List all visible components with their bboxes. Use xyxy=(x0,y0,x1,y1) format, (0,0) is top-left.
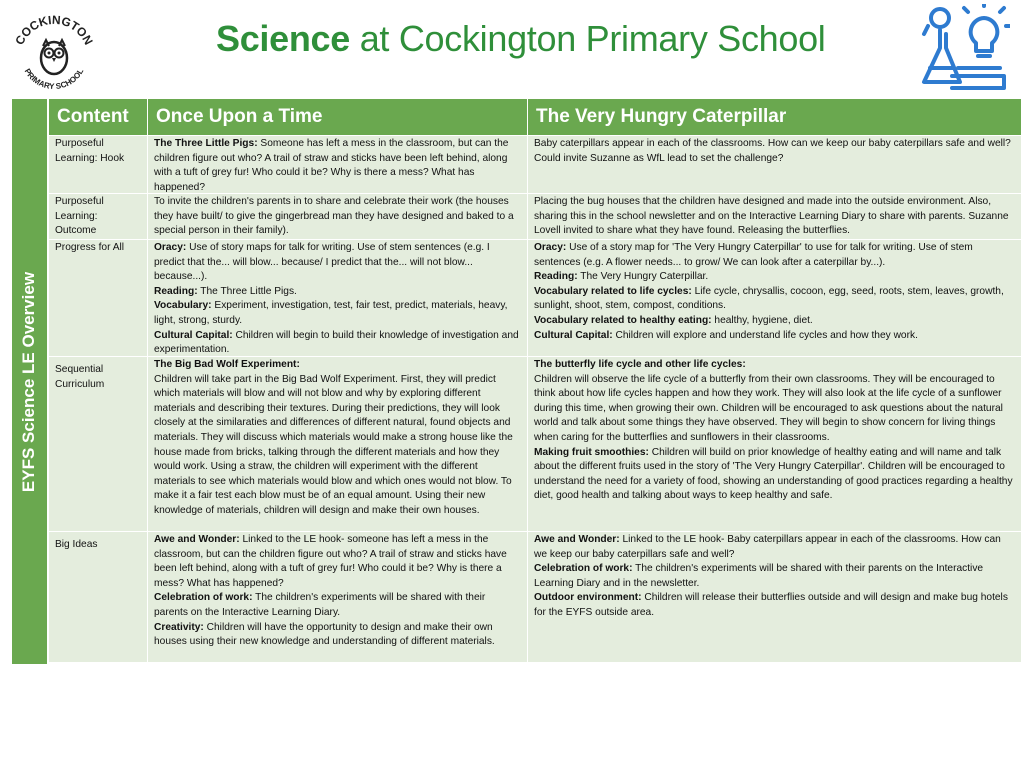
paragraph-heading: Outdoor environment: xyxy=(534,592,642,604)
paragraph-heading: Celebration of work: xyxy=(154,592,253,604)
paragraph-heading: Reading: xyxy=(534,271,578,283)
cell-paragraph: Baby caterpillars appear in each of the classrooms. How can we keep our baby caterpillars safe and well? Could invite Suzanne as WfL lead to set the challenge? xyxy=(534,138,1011,164)
table-row xyxy=(49,532,1021,663)
cell-paragraph: Celebration of work: The children's experiments will be shared with their parents on the Interactive Learning Diary. xyxy=(154,592,486,618)
cell-paragraph: Oracy: Use of a story map for 'The Very Hungry Caterpillar' to use for talk for writing. Use of stem sentences (e.g. A flower needs... to grow/ We can look after a caterpillar by...). xyxy=(534,242,973,268)
page-title: Science at Cockington Primary School xyxy=(216,18,826,59)
paragraph-heading: The butterfly life cycle and other life cycles: xyxy=(534,359,746,370)
table-header-row xyxy=(49,99,1021,136)
cell-paragraph: To invite the children's parents in to share and celebrate their work (the houses they have built/ to give the gingerbread man they have designed and baked to a special person in their family). xyxy=(154,196,514,237)
row-cell xyxy=(148,357,528,531)
overview-table xyxy=(49,99,1021,663)
table-row xyxy=(49,136,1021,194)
paragraph-heading: Cultural Capital: xyxy=(534,329,613,341)
science-lightbulb-flask-icon xyxy=(918,4,1010,96)
paragraph-heading: Vocabulary: xyxy=(154,300,212,312)
cell-paragraph: Vocabulary: Experiment, investigation, test, fair test, predict, materials, heavy, light, strong, sturdy. xyxy=(154,300,508,326)
row-label: Sequential Curriculum xyxy=(49,357,148,531)
side-label: EYFS Science LE Overview xyxy=(19,271,39,492)
row-cell xyxy=(528,194,1021,239)
cell-paragraph xyxy=(534,358,1015,373)
paragraph-heading: Reading: xyxy=(154,285,198,297)
header-once-upon-a-time: Once Upon a Time xyxy=(148,99,528,135)
cell-paragraph: Children will take part in the Big Bad Wolf Experiment. First, they will predict which materials will blow and will not blow and why by exploring different materials and describing their textures. During their predictions, they will look closely at the similaraties and differences of different natural, found objects and materials. They will discuss which materials would make a strong house like the house made from bricks, talking through the different materials and how they would work. Using a straw, the children will experiment with the different materials to see which materials would blow and which ones would not blow. To make it a fair test each blow must be of an equal amount. Using their new knowledge of materials, children will design and make their own houses. xyxy=(154,373,513,516)
school-logo xyxy=(10,8,98,96)
row-cell xyxy=(528,240,1021,356)
cell-paragraph: Creativity: Children will have the opportunity to design and make their own houses using their new knowledge and understanding of different materials. xyxy=(154,621,495,648)
row-label: Purposeful Learning: Outcome xyxy=(49,194,148,239)
row-cell xyxy=(148,194,528,239)
cell-paragraph: Reading: The Very Hungry Caterpillar. xyxy=(534,271,709,283)
cell-paragraph: Children will observe the life cycle of a butterfly from their own classrooms. They will be encouraged to think about how life cycles happen and how they work. They will also look at the life cycle of a sunflower during this time, when growing their own. Children will be encouraged to ask questions about the natural world and talk about some things they have observed. They will begin to show concern for living things when caring for the butterflies and sunflowers in their classrooms. xyxy=(534,373,1003,443)
paragraph-heading: Oracy: xyxy=(534,242,567,253)
row-cell xyxy=(148,532,528,662)
row-label: Purposeful Learning: Hook xyxy=(49,136,148,193)
paragraph-heading: Awe and Wonder: xyxy=(154,534,240,545)
cell-paragraph: Placing the bug houses that the children have designed and made into the outside environment. Also, sharing this in the school newsletter and on the Interactive Learning Diary to share with parents. Suzanne Lovell invited to share what they have found. Releasing the butterflies. xyxy=(534,196,1009,237)
cell-paragraph: The Three Little Pigs: Someone has left a mess in the classroom, but can the children figure out who? A trail of straw and sticks have been left behind, along with a tuft of grey fur! Who could it be? Why is there a mess? What has happened? xyxy=(154,138,509,193)
paragraph-heading: Creativity: xyxy=(154,621,204,633)
row-cell xyxy=(528,532,1021,662)
cell-paragraph: Cultural Capital: Children will explore and understand life cycles and how they work. xyxy=(534,329,918,341)
header-hungry-caterpillar: The Very Hungry Caterpillar xyxy=(528,99,1021,135)
row-cell xyxy=(148,240,528,356)
paragraph-heading: The Three Little Pigs: xyxy=(154,138,258,149)
paragraph-heading: Making fruit smoothies: xyxy=(534,446,649,458)
paragraph-heading: Celebration of work: xyxy=(534,563,633,575)
header-content: Content xyxy=(49,99,148,135)
owl-icon xyxy=(41,40,67,74)
cell-paragraph: Vocabulary related to life cycles: Life cycle, chrysallis, cocoon, egg, seed, roots, stem, leaves, growth, sunlight, shoot, stem, compost, conditions. xyxy=(534,285,1004,312)
cell-paragraph: Cultural Capital: Children will begin to build their knowledge of investigation and experimentation. xyxy=(154,329,519,356)
paragraph-heading: Oracy: xyxy=(154,242,187,253)
cell-paragraph: Awe and Wonder: Linked to the LE hook- someone has left a mess in the classroom, but can the children figure out who? A trail of straw and sticks have been left behind, along with a tuft of grey fur! Who could it be? Why is there a mess? What has happened? xyxy=(154,534,507,589)
table-row xyxy=(49,194,1021,240)
cell-paragraph: Outdoor environment: Children will release their butterflies outside and will design and make bug hotels for the EYFS outside area. xyxy=(534,592,1008,618)
row-label: Big Ideas xyxy=(49,532,148,662)
cell-paragraph: Awe and Wonder: Linked to the LE hook- Baby caterpillars appear in each of the classrooms. How can we keep our baby caterpillars safe and well? xyxy=(534,534,1001,560)
cell-paragraph: Oracy: Use of story maps for talk for writing. Use of stem sentences (e.g. I predict that the... will blow... because/ I predict that the... will not blow... because...). xyxy=(154,242,490,283)
cell-paragraph xyxy=(154,358,521,373)
table-row xyxy=(49,357,1021,532)
svg-text:PRIMARY SCHOOL: PRIMARY SCHOOL xyxy=(22,67,86,92)
paragraph-heading: Vocabulary related to healthy eating: xyxy=(534,314,712,326)
svg-text:COCKINGTON: COCKINGTON xyxy=(12,12,96,48)
row-label: Progress for All xyxy=(49,240,148,356)
side-label-bar xyxy=(12,99,47,664)
row-cell xyxy=(528,136,1021,193)
row-cell xyxy=(148,136,528,193)
table-row xyxy=(49,240,1021,357)
paragraph-heading: Awe and Wonder: xyxy=(534,534,620,545)
cell-paragraph: Celebration of work: The children's experiments will be shared with their parents on the Interactive Learning Diary and in the newsletter. xyxy=(534,563,984,589)
cell-paragraph: Reading: The Three Little Pigs. xyxy=(154,285,297,297)
row-cell xyxy=(528,357,1021,531)
paragraph-heading: Cultural Capital: xyxy=(154,329,233,341)
cell-paragraph: Making fruit smoothies: Children will build on prior knowledge of healthy eating and will name and talk about the different fruits used in the story of 'The Very Hungry Caterpillar'. Children will be encouraged to understand the need for a variety of food, showing an understanding of good practices regarding a healthy diet, good health and talking about ways to keep healthy and safe. xyxy=(534,446,1013,502)
paragraph-heading: The Big Bad Wolf Experiment: xyxy=(154,359,300,370)
cell-paragraph: Vocabulary related to healthy eating: healthy, hygiene, diet. xyxy=(534,314,813,326)
paragraph-heading: Vocabulary related to life cycles: xyxy=(534,285,692,297)
